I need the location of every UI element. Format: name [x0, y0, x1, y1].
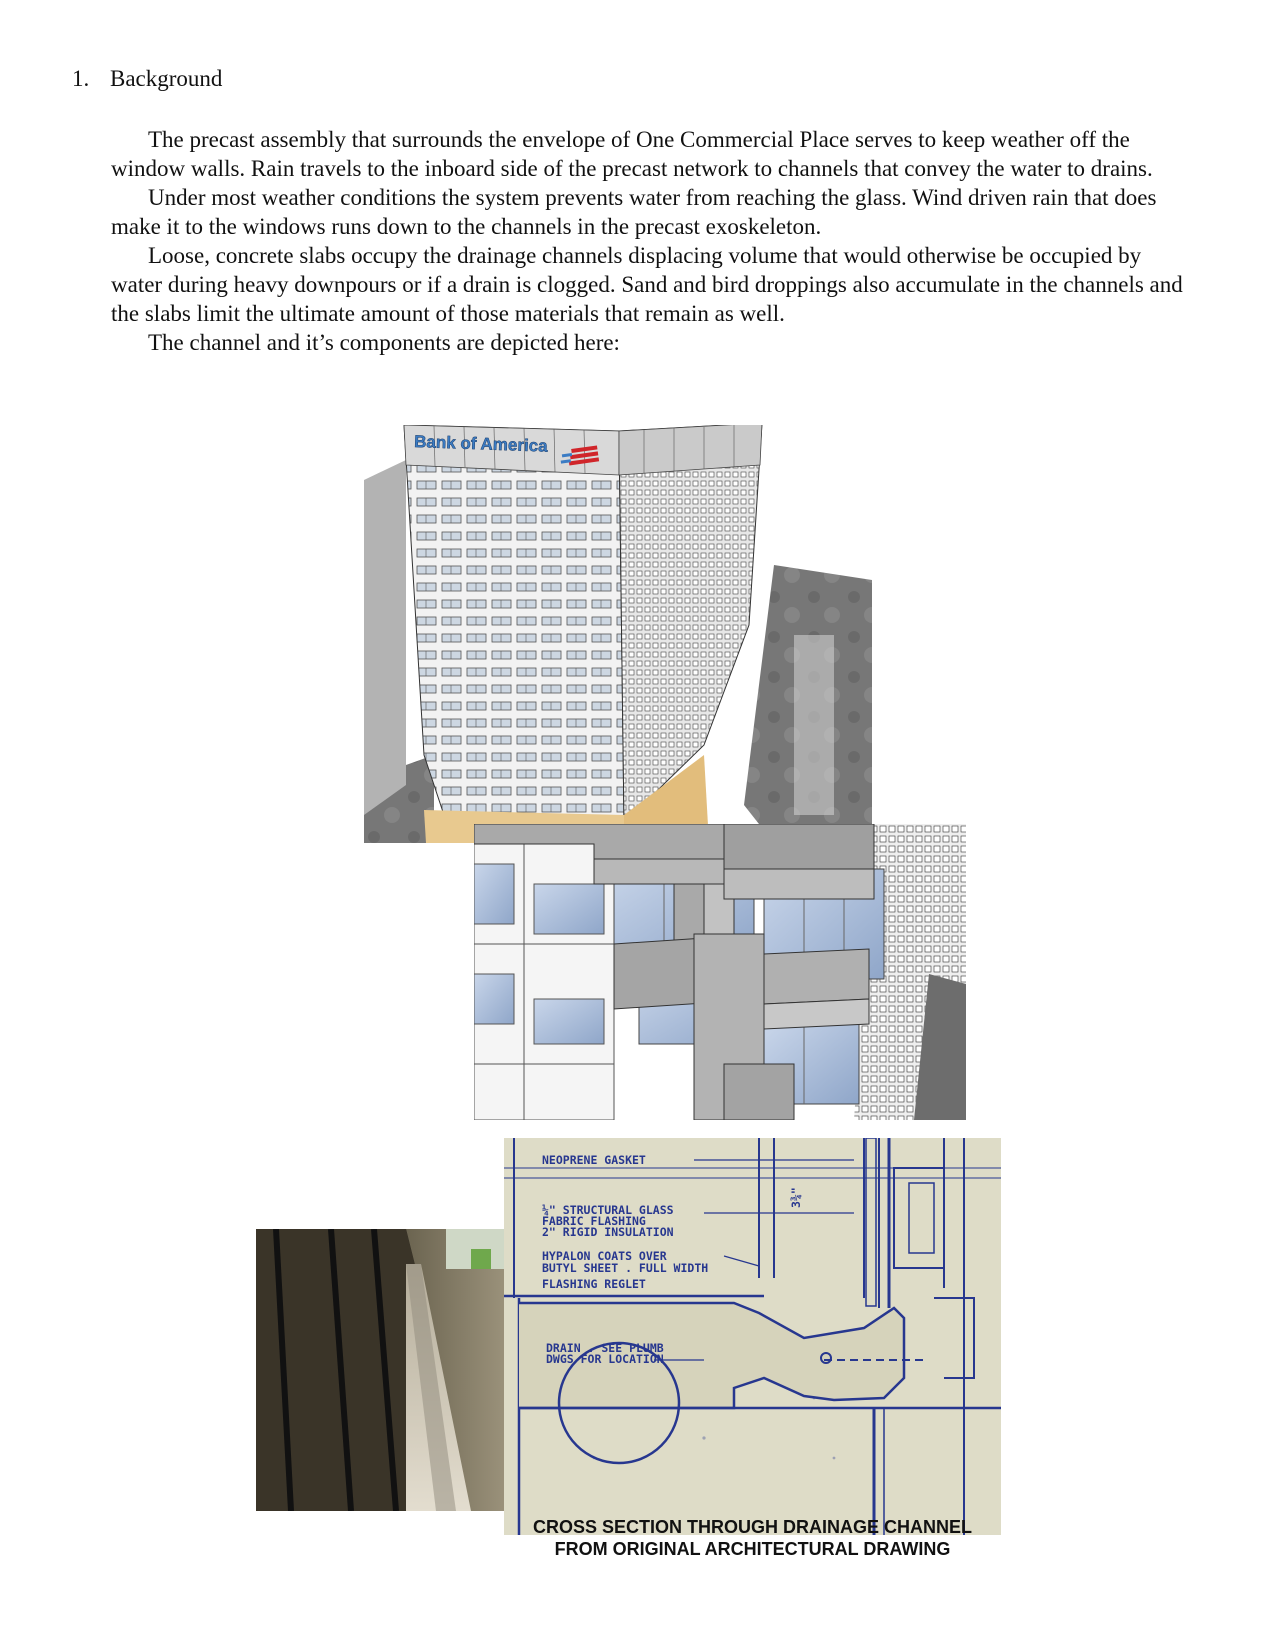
body-text — [111, 125, 1196, 357]
blueprint-dimension: 3¾" — [789, 1187, 803, 1208]
blueprint-note-hypalon: HYPALON COATS OVER — [542, 1249, 667, 1263]
section-heading — [72, 66, 222, 92]
blueprint-note-gasket: NEOPRENE GASKET — [542, 1153, 646, 1167]
paragraph-4: The channel and it’s components are depicted here: — [148, 330, 620, 355]
paragraph-3: Loose, concrete slabs occupy the drainage channels displacing volume that would otherwise be occupied by water during heavy downpours or if a drain is clogged. Sand and bird droppings also accumulate in the channels and the slabs limit the ultimate amount of those materials that remain as well. — [111, 243, 1183, 326]
section-title: Background — [110, 66, 223, 91]
paragraph-2: Under most weather conditions the system prevents water from reaching the glass. Wind driven rain that does make it to the windows runs down to the channels in the precast exoskeleton. — [111, 185, 1157, 239]
facade-closeup-image — [474, 824, 966, 1120]
blueprint-note-insulation: 2" RIGID INSULATION — [542, 1225, 674, 1239]
blueprint-note-drain: DRAIN . SEE PLUMB — [546, 1341, 664, 1355]
blueprint-note-dwgs: DWGS FOR LOCATION — [546, 1352, 664, 1366]
channel-photo — [256, 1229, 504, 1511]
blueprint-note-butyl: BUTYL SHEET . FULL WIDTH — [542, 1261, 709, 1275]
section-number: 1. — [72, 66, 90, 91]
blueprint-note-fabric: FABRIC FLASHING — [542, 1214, 646, 1228]
paragraph-1: The precast assembly that surrounds the envelope of One Commercial Place serves to keep weather off the window walls. Rain travels to the inboard side of the precast network to channels that convey the water to drains. — [111, 127, 1153, 181]
tower-model-image — [364, 425, 872, 843]
blueprint-note-glass: ¼" STRUCTURAL GLASS — [542, 1203, 674, 1217]
figure-caption-line-1: CROSS SECTION THROUGH DRAINAGE CHANNEL — [532, 1517, 972, 1537]
blueprint-cross-section — [504, 1138, 1001, 1535]
blueprint-note-reglet: FLASHING REGLET — [542, 1277, 646, 1291]
figure-caption-line-2: FROM ORIGINAL ARCHITECTURAL DRAWING — [554, 1539, 951, 1559]
bank-sign-text: Bank of America — [413, 432, 548, 456]
